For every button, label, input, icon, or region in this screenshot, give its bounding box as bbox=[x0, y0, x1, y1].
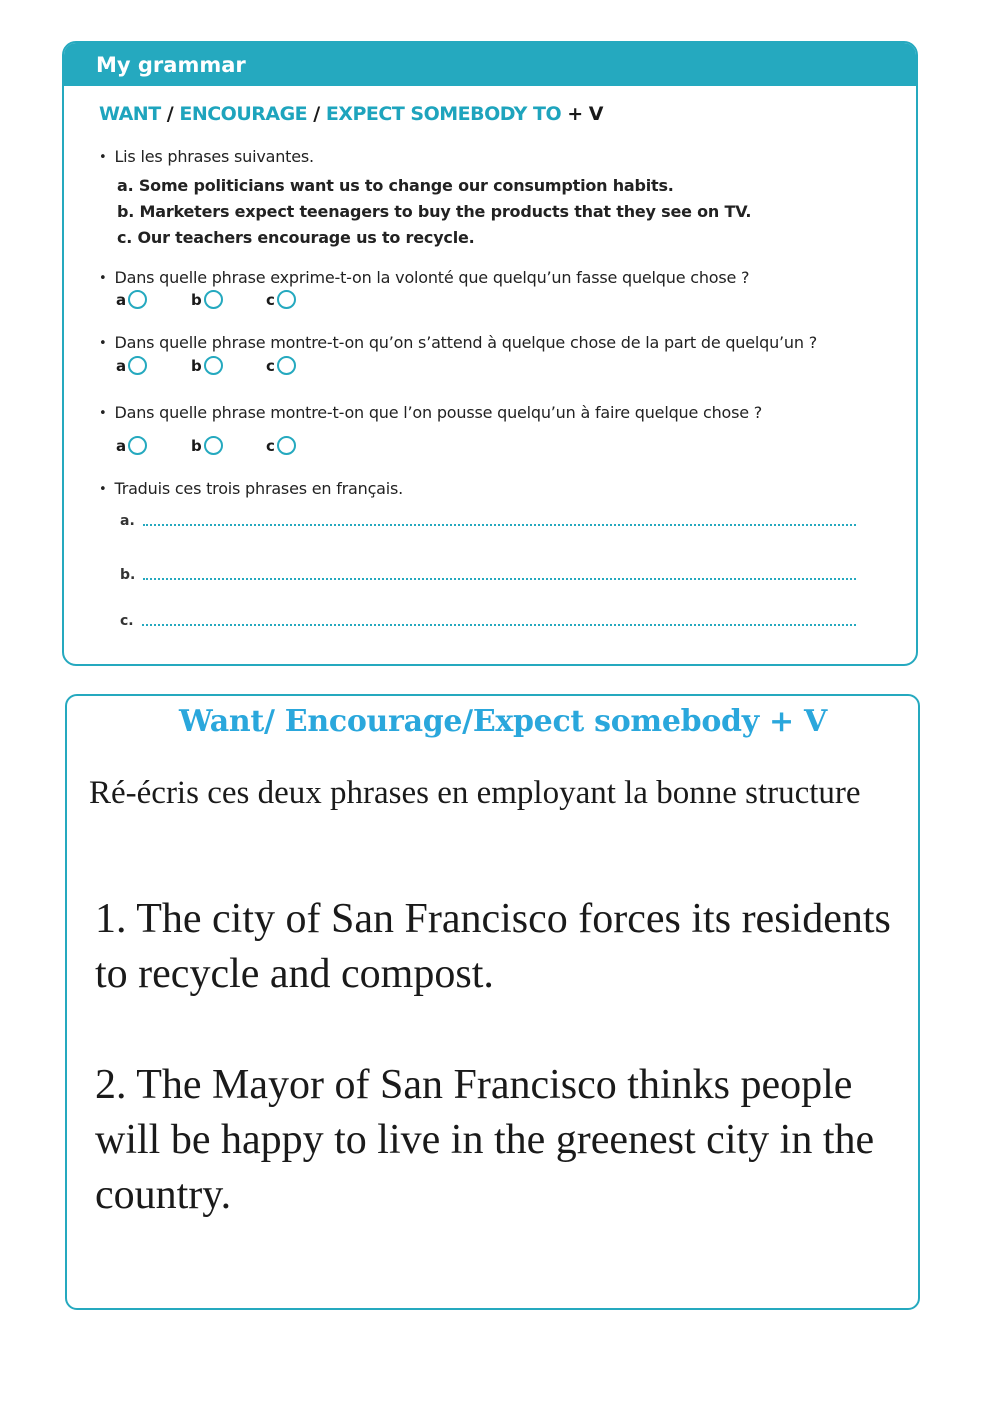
exercise-card bbox=[65, 694, 920, 1310]
subhead-separator: / bbox=[307, 103, 326, 125]
question-2-options bbox=[116, 356, 341, 375]
exercise-item-2: 2. The Mayor of San Francisco thinks people will be happy to live in the greenest city in the country. bbox=[95, 1062, 875, 1218]
dotted-line bbox=[143, 577, 856, 580]
subhead-plus-v: + V bbox=[561, 103, 603, 125]
translate-instruction-text: Traduis ces trois phrases en français. bbox=[114, 479, 404, 498]
q3-option-b[interactable] bbox=[191, 436, 266, 455]
grammar-card-header bbox=[64, 43, 916, 86]
question-2 bbox=[99, 333, 817, 352]
option-label: b bbox=[191, 290, 202, 309]
exercise-title: Want/ Encourage/Expect somebody + V bbox=[179, 704, 827, 739]
dotted-line bbox=[142, 623, 856, 626]
grammar-card bbox=[62, 41, 918, 666]
radio-circle-icon[interactable] bbox=[128, 290, 147, 309]
dotted-line bbox=[143, 523, 856, 526]
answer-line-a[interactable] bbox=[120, 513, 856, 529]
radio-circle-icon[interactable] bbox=[128, 356, 147, 375]
subhead-encourage: ENCOURAGE bbox=[179, 103, 308, 125]
answer-line-c[interactable] bbox=[120, 613, 856, 629]
q2-option-c[interactable] bbox=[266, 356, 341, 375]
subhead-want: WANT bbox=[99, 103, 161, 125]
option-label: c bbox=[266, 290, 275, 309]
q1-option-a[interactable] bbox=[116, 290, 191, 309]
q2-option-a[interactable] bbox=[116, 356, 191, 375]
radio-circle-icon[interactable] bbox=[277, 290, 296, 309]
question-3-options bbox=[116, 436, 341, 455]
answer-label: b. bbox=[120, 567, 136, 583]
radio-circle-icon[interactable] bbox=[277, 436, 296, 455]
answer-line-b[interactable] bbox=[120, 567, 856, 583]
radio-circle-icon[interactable] bbox=[204, 436, 223, 455]
radio-circle-icon[interactable] bbox=[128, 436, 147, 455]
answer-label: c. bbox=[120, 613, 134, 629]
option-label: a bbox=[116, 290, 127, 309]
question-1-options bbox=[116, 290, 341, 309]
option-label: b bbox=[191, 356, 202, 375]
grammar-card-title: My grammar bbox=[96, 52, 246, 77]
question-3-text: Dans quelle phrase montre-t-on que l’on pousse quelqu’un à faire quelque chose ? bbox=[114, 403, 763, 422]
sentence-c: c. Our teachers encourage us to recycle. bbox=[117, 228, 475, 247]
question-2-text: Dans quelle phrase montre-t-on qu’on s’attend à quelque chose de la part de quelqu’un ? bbox=[114, 333, 817, 352]
question-1 bbox=[99, 268, 749, 287]
exercise-item-1: 1. The city of San Francisco forces its residents to recycle and compost. bbox=[95, 896, 891, 997]
option-label: c bbox=[266, 436, 275, 455]
sentence-b: b. Marketers expect teenagers to buy the products that they see on TV. bbox=[117, 202, 752, 221]
question-3 bbox=[99, 403, 762, 422]
option-label: a bbox=[116, 436, 127, 455]
option-label: a bbox=[116, 356, 127, 375]
answer-label: a. bbox=[120, 513, 135, 529]
radio-circle-icon[interactable] bbox=[204, 290, 223, 309]
exercise-instruction: Ré-écris ces deux phrases en employant la bonne structure bbox=[89, 775, 861, 811]
q3-option-c[interactable] bbox=[266, 436, 341, 455]
sentence-a: a. Some politicians want us to change our consumption habits. bbox=[117, 176, 674, 195]
read-instruction bbox=[99, 147, 314, 166]
q1-option-c[interactable] bbox=[266, 290, 341, 309]
q1-option-b[interactable] bbox=[191, 290, 266, 309]
translate-instruction bbox=[99, 479, 403, 498]
question-1-text: Dans quelle phrase exprime-t-on la volonté que quelqu’un fasse quelque chose ? bbox=[114, 268, 750, 287]
radio-circle-icon[interactable] bbox=[277, 356, 296, 375]
radio-circle-icon[interactable] bbox=[204, 356, 223, 375]
option-label: b bbox=[191, 436, 202, 455]
subhead-expect: EXPECT SOMEBODY TO bbox=[325, 103, 562, 125]
q3-option-a[interactable] bbox=[116, 436, 191, 455]
subhead-separator: / bbox=[160, 103, 180, 125]
grammar-subheading bbox=[99, 103, 603, 125]
q2-option-b[interactable] bbox=[191, 356, 266, 375]
read-instruction-text: Lis les phrases suivantes. bbox=[114, 147, 314, 166]
option-label: c bbox=[266, 356, 275, 375]
